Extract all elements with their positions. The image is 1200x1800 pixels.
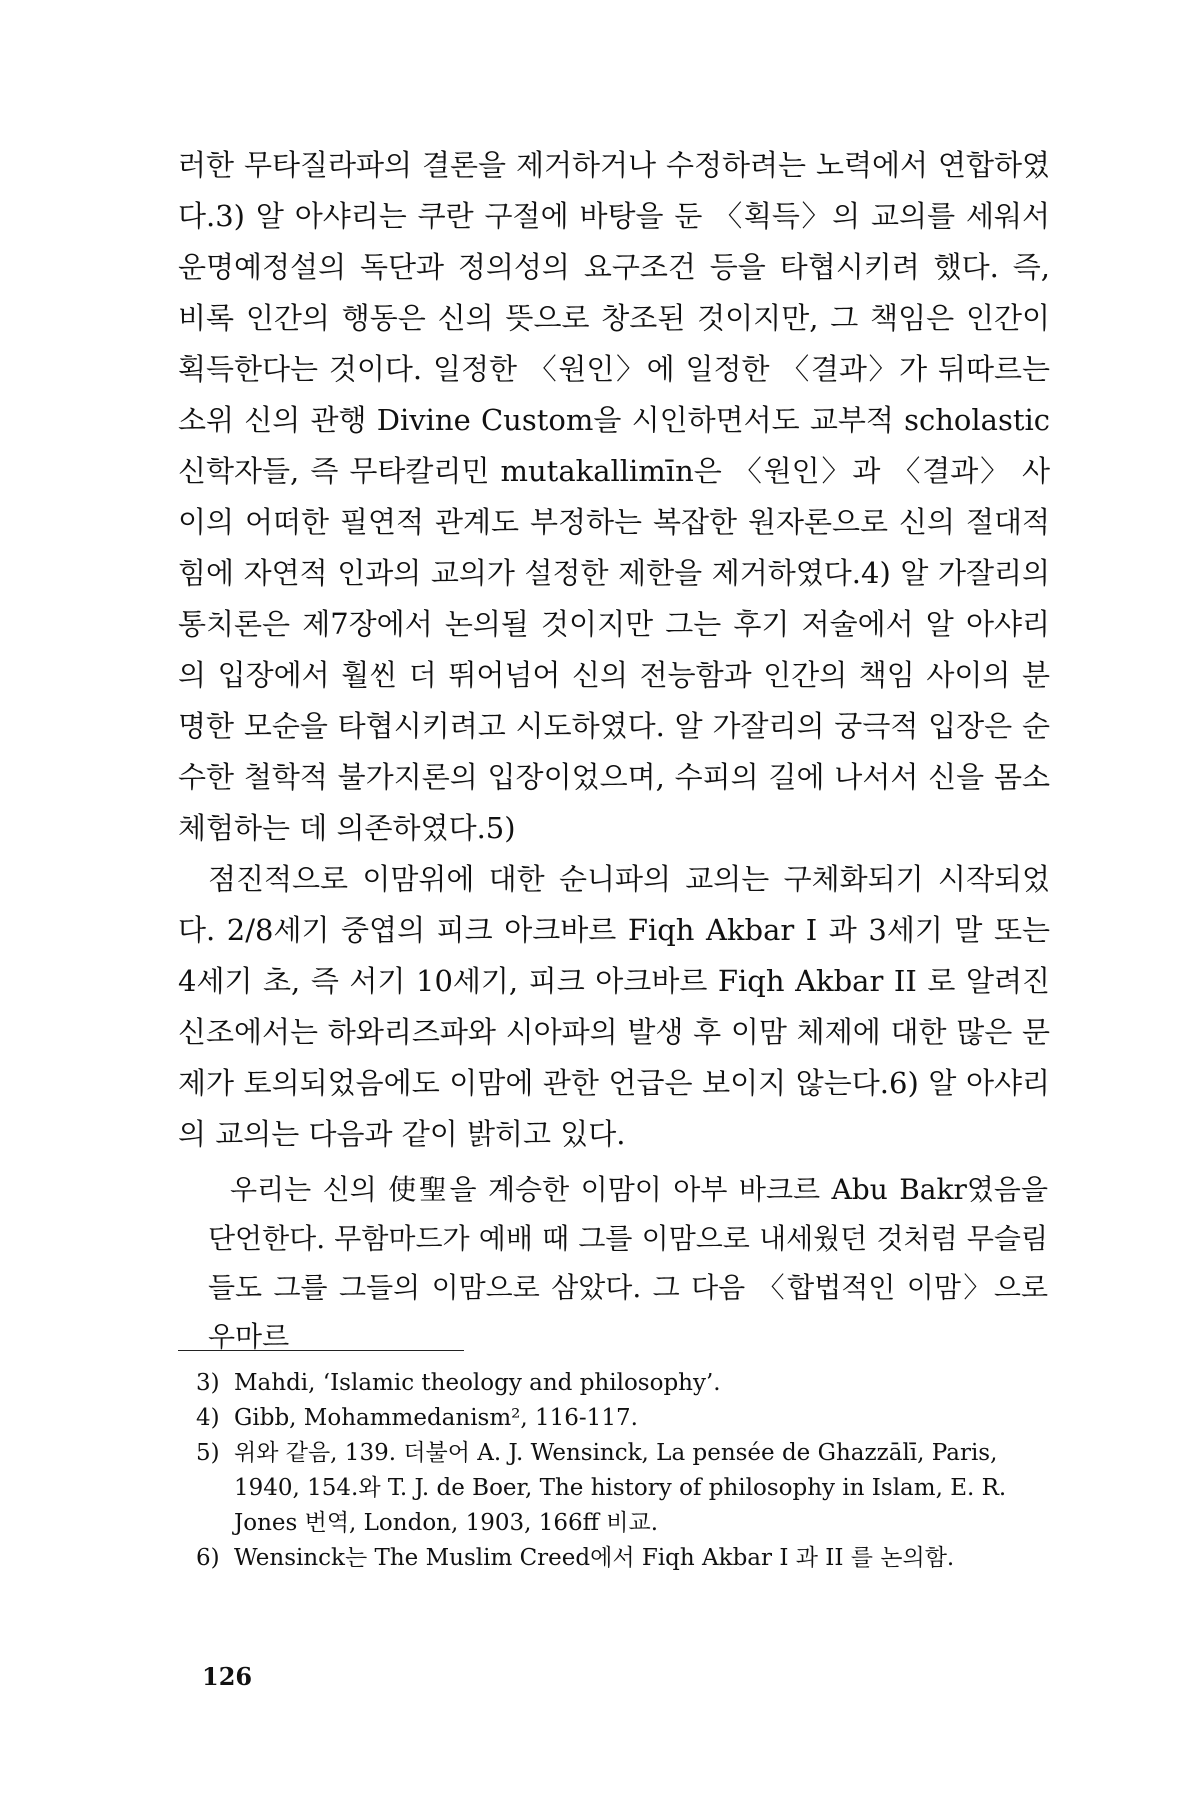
footnote-number: 5) <box>196 1440 220 1466</box>
paragraph: 점진적으로 이맘위에 대한 순니파의 교의는 구체화되기 시작되었다. 2/8세기 중엽의 피크 아크바르 Fiqh Akbar I 과 3세기 말 또는 4세기 초, 즉 서기 10세기, 피크 아크바르 Fiqh Akbar II 로 알려진 신조에서는 하와리즈파와 시아파의 발생 후 이맘 체제에 대한 많은 문제가 토의되었음에도 이맘에 관한 언급은 보이지 않는다.6) 알 아샤리의 교의는 다음과 같이 밝히고 있다. <box>178 862 1050 1151</box>
footnote-text: 위와 같음, 139. 더불어 A. J. Wensinck, La pensée de Ghazzālī, Paris, 1940, 154.와 T. J. de Boer, The history of philosophy in Islam, E. R. Jones 번역, London, 1903, 166ff 비교. <box>234 1440 1007 1536</box>
footnote-text: Gibb, Mohammedanism², 116-117. <box>234 1405 638 1431</box>
footnote-number: 6) <box>196 1545 220 1571</box>
footnote <box>196 1436 1050 1541</box>
quote-text: 우리는 신의 使聖을 계승한 이맘이 아부 바크르 Abu Bakr였음을 단언한다. 무함마드가 예배 때 그를 이맘으로 내세웠던 것처럼 무슬림들도 그를 그들의 이맘으로 삼았다. 그 다음 〈합법적인 이맘〉으로 우마르 <box>208 1173 1048 1353</box>
main-text <box>178 140 1050 1160</box>
footnote-number: 4) <box>196 1405 220 1431</box>
paragraph: 러한 무타질라파의 결론을 제거하거나 수정하려는 노력에서 연합하였다.3) 알 아샤리는 쿠란 구절에 바탕을 둔 〈획득〉의 교의를 세워서 운명예정설의 독단과 정의성의 요구조건 등을 타협시키려 했다. 즉, 비록 인간의 행동은 신의 뜻으로 창조된 것이지만, 그 책임은 인간이 획득한다는 것이다. 일정한 〈원인〉에 일정한 〈결과〉가 뒤따르는 소위 신의 관행 Divine Custom을 시인하면서도 교부적 scholastic 신학자들, 즉 무타칼리민 mutakallimīn은 〈원인〉과 〈결과〉 사이의 어떠한 필연적 관계도 부정하는 복잡한 원자론으로 신의 절대적 힘에 자연적 인과의 교의가 설정한 제한을 제거하였다.4) 알 가잘리의 통치론은 제7장에서 논의될 것이지만 그는 후기 저술에서 알 아샤리의 입장에서 훨씬 더 뛰어넘어 신의 전능함과 인간의 책임 사이의 분명한 모순을 타협시키려고 시도하였다. 알 가잘리의 궁극적 입장은 순수한 철학적 불가지론의 입장이었으며, 수피의 길에 나서서 신을 몸소 체험하는 데 의존하였다.5) <box>178 148 1050 845</box>
footnote-text: Wensinck는 The Muslim Creed에서 Fiqh Akbar I 과 II 를 논의함. <box>234 1545 955 1571</box>
footnote-divider <box>178 1350 464 1351</box>
block-quote <box>208 1165 1048 1361</box>
footnote-text: Mahdi, ‘Islamic theology and philosophy’. <box>234 1370 721 1396</box>
page-number: 126 <box>202 1662 253 1691</box>
footnote <box>196 1366 1050 1401</box>
footnote <box>196 1541 1050 1576</box>
footnotes <box>196 1366 1050 1576</box>
footnote <box>196 1401 1050 1436</box>
footnote-number: 3) <box>196 1370 220 1396</box>
